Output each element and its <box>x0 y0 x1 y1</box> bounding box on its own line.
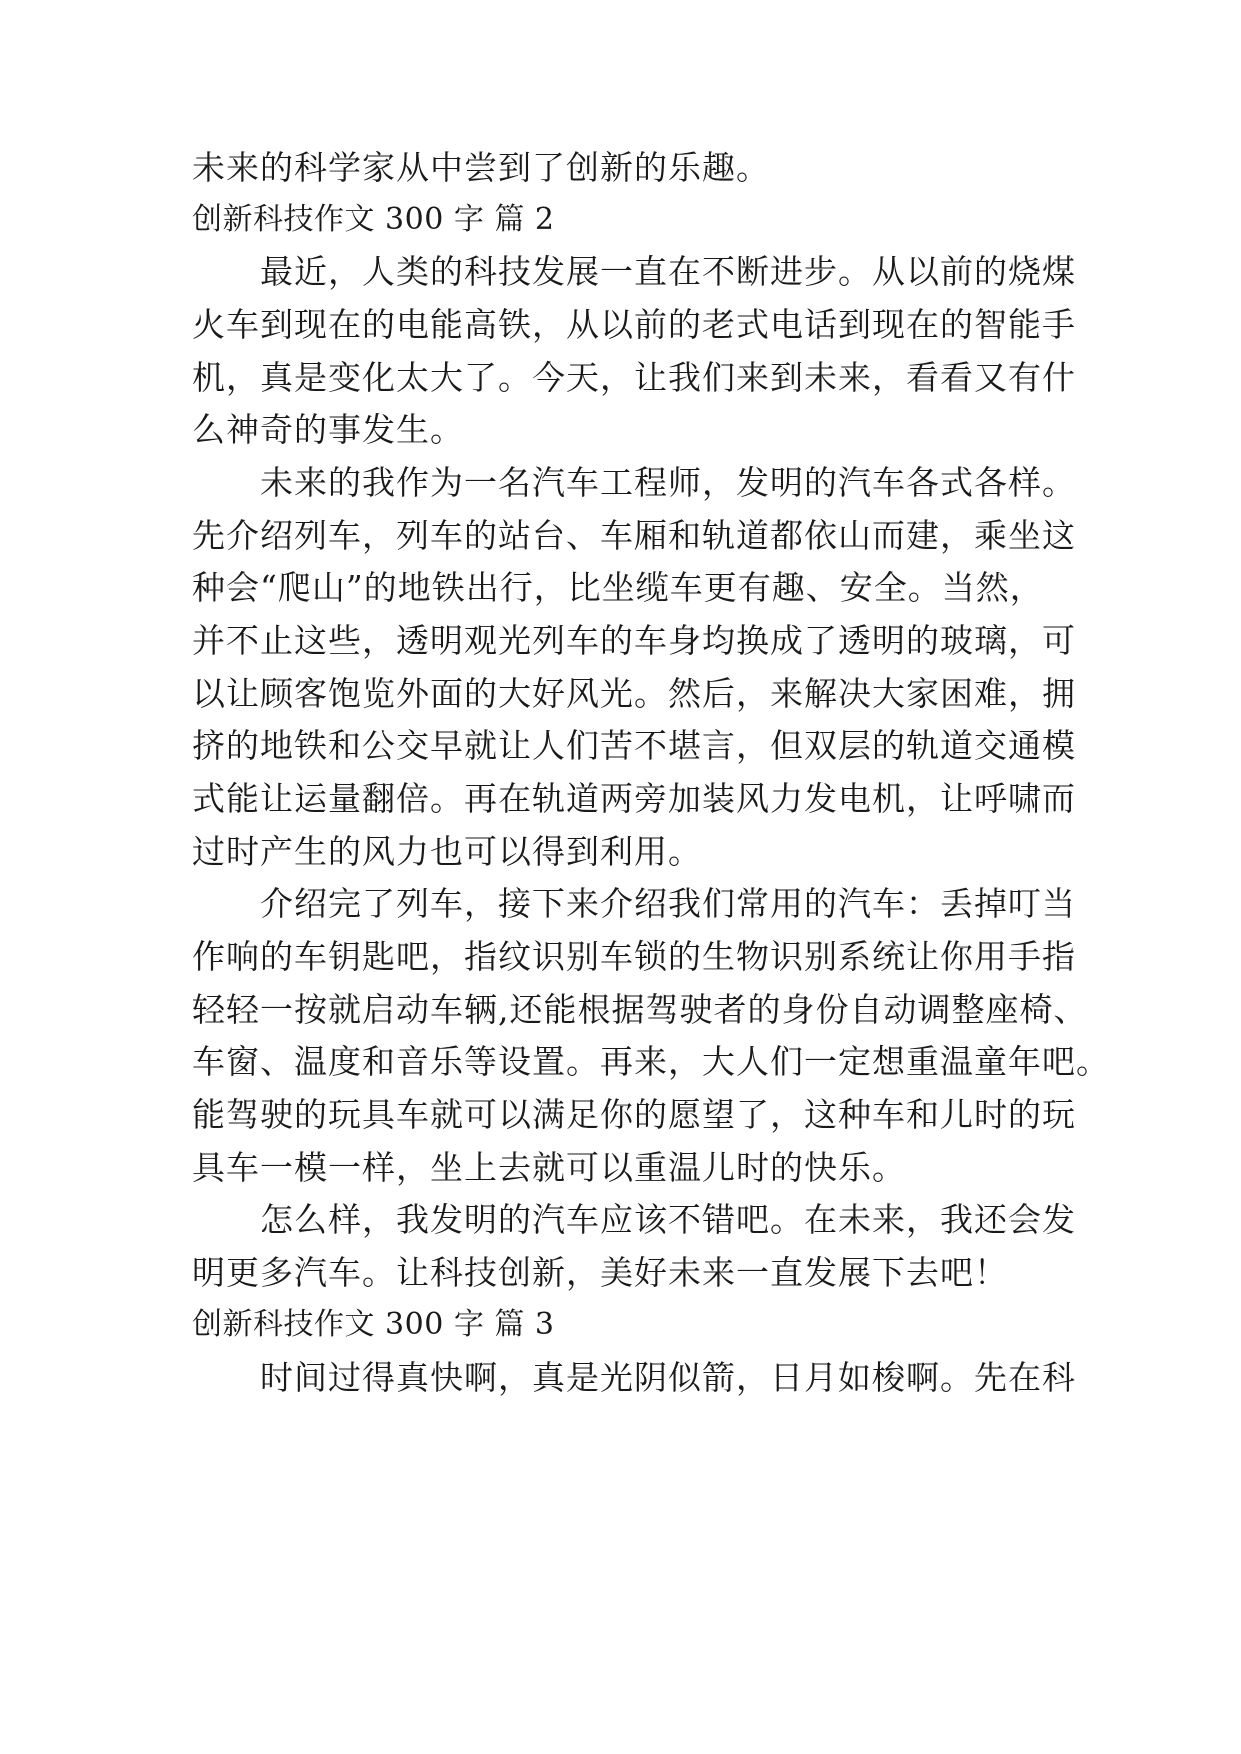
text-line: 能驾驶的玩具车就可以满足你的愿望了，这种车和儿时的玩 <box>192 1095 1076 1134</box>
text-line: 过时产生的风力也可以得到利用。 <box>192 832 702 871</box>
text-line: 作响的车钥匙吧，指纹识别车锁的生物识别系统让你用手指 <box>192 937 1076 976</box>
text-line: 挤的地铁和公交早就让人们苦不堪言，但双层的轨道交通模 <box>192 726 1076 765</box>
text-line: 怎么样，我发明的汽车应该不错吧。在未来，我还会发 <box>192 1200 1076 1239</box>
text-line: 未来的我作为一名汽车工程师，发明的汽车各式各样。 <box>192 463 1076 502</box>
section-heading: 创新科技作文 300 字 篇 2 <box>192 202 555 237</box>
text-line: 并不止这些，透明观光列车的车身均换成了透明的玻璃，可 <box>192 621 1076 660</box>
text-line: 么神奇的事发生。 <box>192 410 464 449</box>
text-line: 火车到现在的电能高铁，从以前的老式电话到现在的智能手 <box>192 305 1076 344</box>
text-line: 轻轻一按就启动车辆,还能根据驾驶者的身份自动调整座椅、 <box>192 990 1088 1029</box>
text-line: 种会“爬山”的地铁出行，比坐缆车更有趣、安全。当然， <box>192 568 1044 607</box>
text-line: 以让顾客饱览外面的大好风光。然后，来解决大家困难，拥 <box>192 674 1076 713</box>
text-line: 最近，人类的科技发展一直在不断进步。从以前的烧煤 <box>192 252 1076 291</box>
text-line: 式能让运量翻倍。再在轨道两旁加装风力发电机，让呼啸而 <box>192 779 1076 818</box>
text-line: 机，真是变化太大了。今天，让我们来到未来，看看又有什 <box>192 358 1076 397</box>
text-line: 先介绍列车，列车的站台、车厢和轨道都依山而建，乘坐这 <box>192 516 1076 555</box>
text-line: 具车一模一样，坐上去就可以重温儿时的快乐。 <box>192 1148 906 1187</box>
text-line: 车窗、温度和音乐等设置。再来，大人们一定想重温童年吧。 <box>192 1042 1110 1081</box>
text-line: 明更多汽车。让科技创新，美好未来一直发展下去吧！ <box>192 1253 1008 1292</box>
text-line: 介绍完了列车，接下来介绍我们常用的汽车：丢掉叮当 <box>192 884 1076 923</box>
text-line: 时间过得真快啊，真是光阴似箭，日月如梭啊。先在科 <box>192 1358 1076 1397</box>
section-heading: 创新科技作文 300 字 篇 3 <box>192 1307 555 1342</box>
text-line: 未来的科学家从中尝到了创新的乐趣。 <box>192 148 770 187</box>
